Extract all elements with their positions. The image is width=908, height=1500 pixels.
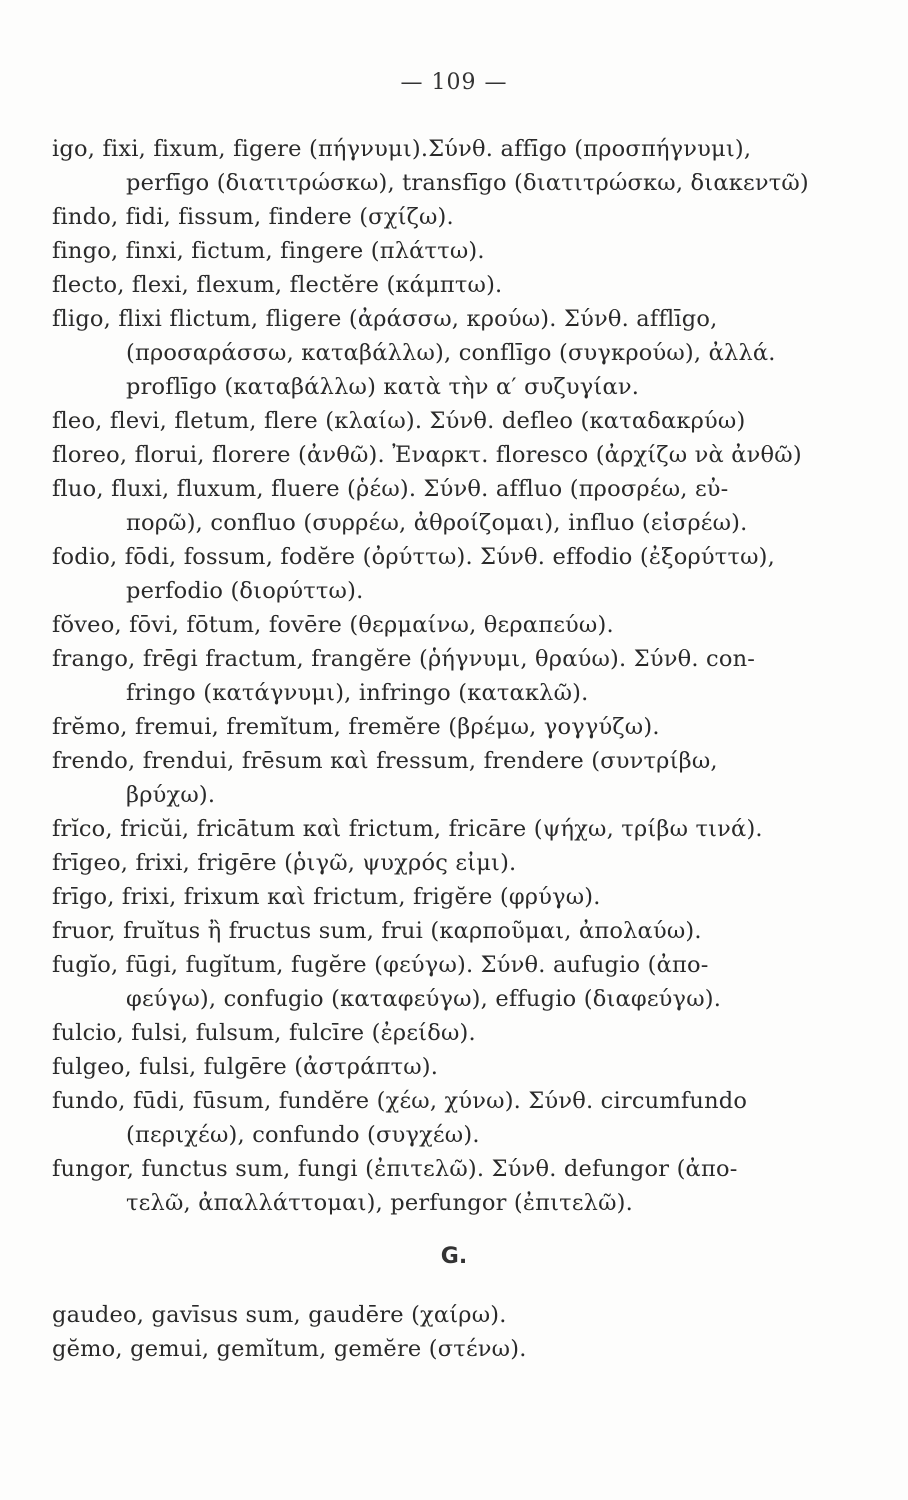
entry-line: fŏveo, fōvi, fōtum, fovēre (θερμαίνω, θεραπεύω).	[52, 612, 614, 638]
entry-line: φεύγω), confugio (καταφεύγω), effugio (διαφεύγω).	[126, 986, 722, 1012]
entry-line: proflīgo (καταβάλλω) κατὰ τὴν α′ συζυγίαν.	[126, 374, 640, 400]
section-heading: G.	[440, 1244, 468, 1269]
entry-line: frīgo, frixi, frixum καὶ frictum, frigĕre (φρύγω).	[52, 884, 601, 910]
entry-line: frĕmo, fremui, fremĭtum, fremĕre (βρέμω, γογγύζω).	[52, 714, 660, 740]
entry-line: frĭco, fricŭi, fricātum καὶ frictum, fricāre (ψήχω, τρίβω τινά).	[52, 816, 763, 842]
entry-line: πορῶ), confluo (συρρέω, ἀθροίζομαι), influo (εἰσρέω).	[126, 510, 748, 536]
entry-line: fleo, flevi, fletum, flere (κλαίω). Σύνθ. defleo (καταδακρύω)	[52, 408, 746, 434]
entry-line: fugĭo, fūgi, fugĭtum, fugĕre (φεύγω). Σύνθ. aufugio (ἀπο-	[52, 952, 709, 978]
entry-line: fungor, functus sum, fungi (ἐπιτελῶ). Σύνθ. defungor (ἀπο-	[52, 1156, 738, 1182]
entry-line: fluo, fluxi, fluxum, fluere (ῥέω). Σύνθ. affluo (προσρέω, εὐ-	[52, 476, 729, 502]
entry-line: fringo (κατάγνυμι), infringo (κατακλῶ).	[126, 680, 589, 706]
entry-line: fodio, fōdi, fossum, fodĕre (ὀρύττω). Σύνθ. effodio (ἐξορύττω),	[52, 544, 775, 570]
entry-line: fundo, fūdi, fūsum, fundĕre (χέω, χύνω). Σύνθ. circumfundo	[52, 1088, 748, 1114]
entry-line: fruor, fruĭtus ἢ fructus sum, frui (καρποῦμαι, ἀπολαύω).	[52, 918, 702, 944]
entry-line: frīgeo, frixi, frigēre (ῥιγῶ, ψυχρός εἰμι).	[52, 850, 517, 876]
entry-line: perfīgo (διατιτρώσκω), transfīgo (διατιτρώσκω, διακεντῶ)	[126, 170, 809, 196]
entry-line: fligo, flixi flictum, fligere (ἀράσσω, κρούω). Σύνθ. afflīgo,	[52, 306, 718, 332]
entry-line: frendo, frendui, frēsum καὶ fressum, frendere (συντρίβω,	[52, 748, 718, 774]
entry-line: findo, fidi, fissum, findere (σχίζω).	[52, 204, 454, 230]
entry-line: perfodio (διορύττω).	[126, 578, 364, 604]
entry-line: flecto, flexi, flexum, flectĕre (κάμπτω).	[52, 272, 503, 298]
entry-line: τελῶ, ἀπαλλάττομαι), perfungor (ἐπιτελῶ).	[126, 1190, 634, 1216]
entry-line: fulcio, fulsi, fulsum, fulcīre (ἐρείδω).	[52, 1020, 476, 1046]
entry-line: βρύχω).	[126, 782, 216, 808]
entry-line: (περιχέω), confundo (συγχέω).	[126, 1122, 480, 1148]
entry-line: fulgeo, fulsi, fulgēre (ἀστράπτω).	[52, 1054, 439, 1080]
entry-line: igo, fixi, fixum, figere (πήγνυμι).Σύνθ. affīgo (προσπήγνυμι),	[52, 136, 752, 162]
entry-line: fingo, finxi, fictum, fingere (πλάττω).	[52, 238, 485, 264]
entry-line: frango, frēgi fractum, frangĕre (ῥήγνυμι, θραύω). Σύνθ. con-	[52, 646, 756, 672]
page-number: — 109 —	[400, 70, 508, 95]
entry-line: gĕmo, gemui, gemĭtum, gemĕre (στένω).	[52, 1336, 527, 1362]
entry-line: (προσαράσσω, καταβάλλω), conflīgo (συγκρούω), ἀλλά.	[126, 340, 776, 366]
entry-line: floreo, florui, florere (ἀνθῶ). Ἐναρκτ. floresco (ἀρχίζω νὰ ἀνθῶ)	[52, 442, 802, 468]
entry-line: gaudeo, gavīsus sum, gaudēre (χαίρω).	[52, 1302, 507, 1328]
